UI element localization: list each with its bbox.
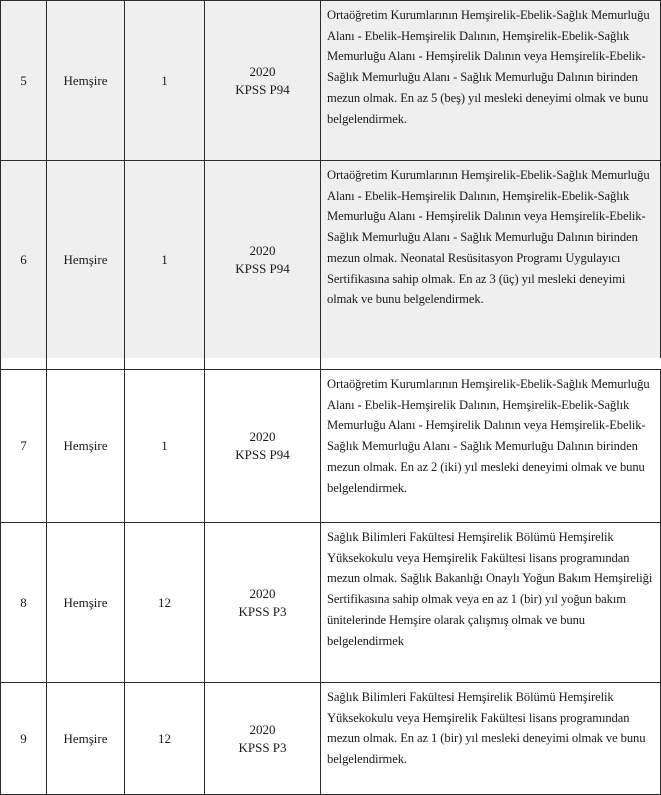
positions-table-bottom bbox=[0, 369, 661, 795]
requirements-text: Ortaöğretim Kurumlarının Hemşirelik-Ebelik-Sağlık Memurluğu Alanı - Ebelik-Hemşirelik Dalının, Hemşirelik-Ebelik-Sağlık Memurluğu Alanı - Hemşirelik Dalının veya Hemşirelik-Ebelik-Sağlık Memurluğu Alanı - Sağlık Memurluğu Dalının birinden mezun olmak. En az 2 (iki) yıl mesleki deneyimi olmak ve bunu belgelendirmek. bbox=[321, 370, 661, 523]
requirements-text: Sağlık Bilimleri Fakültesi Hemşirelik Bölümü Hemşirelik Yüksekokulu veya Hemşirelik Fakültesi lisans programından mezun olmak. En az 1 (bir) yıl mesleki deneyimi olmak ve bunu belgelendirmek. bbox=[321, 683, 661, 795]
table-row bbox=[1, 370, 661, 523]
exam-cell bbox=[205, 523, 321, 683]
table-row bbox=[1, 161, 661, 359]
page-break-gap bbox=[0, 358, 661, 369]
exam-year: 2020 bbox=[249, 242, 276, 258]
exam-type: KPSS P3 bbox=[238, 603, 287, 619]
position-title: Hemşire bbox=[47, 1, 125, 161]
position-title: Hemşire bbox=[47, 523, 125, 683]
position-title: Hemşire bbox=[47, 683, 125, 795]
exam-type: KPSS P3 bbox=[238, 739, 287, 755]
exam-cell bbox=[205, 1, 321, 161]
requirements-text: Ortaöğretim Kurumlarının Hemşirelik-Ebelik-Sağlık Memurluğu Alanı - Ebelik-Hemşirelik Dalının, Hemşirelik-Ebelik-Sağlık Memurluğu Alanı - Hemşirelik Dalının veya Hemşirelik-Ebelik-Sağlık Memurluğu Alanı - Sağlık Memurluğu Dalının birinden mezun olmak. En az 5 (beş) yıl mesleki deneyimi olmak ve bunu belgelendirmek. bbox=[321, 1, 661, 161]
table-row bbox=[1, 523, 661, 683]
exam-type: KPSS P94 bbox=[235, 260, 290, 276]
position-count: 1 bbox=[125, 161, 205, 359]
column-line bbox=[124, 358, 125, 369]
column-line bbox=[0, 358, 1, 369]
column-line bbox=[320, 358, 321, 369]
column-line bbox=[46, 358, 47, 369]
positions-table-top bbox=[0, 0, 661, 359]
exam-year: 2020 bbox=[249, 63, 276, 79]
table-row bbox=[1, 1, 661, 161]
position-title: Hemşire bbox=[47, 370, 125, 523]
exam-year: 2020 bbox=[249, 585, 276, 601]
position-count: 1 bbox=[125, 370, 205, 523]
column-line bbox=[204, 358, 205, 369]
row-number: 9 bbox=[1, 683, 47, 795]
exam-cell bbox=[205, 161, 321, 359]
requirements-text: Sağlık Bilimleri Fakültesi Hemşirelik Bölümü Hemşirelik Yüksekokulu veya Hemşirelik Fakültesi lisans programından mezun olmak. Sağlık Bakanlığı Onaylı Yoğun Bakım Hemşireliği Sertifikasına sahip olmak veya en az 1 (bir) yıl yoğun bakım ünitelerinde Hemşire olarak çalışmış olmak ve bunu belgelendirmek bbox=[321, 523, 661, 683]
position-count: 12 bbox=[125, 523, 205, 683]
position-count: 1 bbox=[125, 1, 205, 161]
exam-cell bbox=[205, 370, 321, 523]
position-count: 12 bbox=[125, 683, 205, 795]
row-number: 6 bbox=[1, 161, 47, 359]
row-number: 8 bbox=[1, 523, 47, 683]
row-number: 7 bbox=[1, 370, 47, 523]
exam-year: 2020 bbox=[249, 721, 276, 737]
table-block-top bbox=[0, 0, 661, 358]
table-row bbox=[1, 683, 661, 795]
row-number: 5 bbox=[1, 1, 47, 161]
exam-type: KPSS P94 bbox=[235, 81, 290, 97]
requirements-text: Ortaöğretim Kurumlarının Hemşirelik-Ebelik-Sağlık Memurluğu Alanı - Ebelik-Hemşirelik Dalının, Hemşirelik-Ebelik-Sağlık Memurluğu Alanı - Hemşirelik Dalının veya Hemşirelik-Ebelik-Sağlık Memurluğu Alanı - Sağlık Memurluğu Dalının birinden mezun olmak. Neonatal Resüsitasyon Programı Uygulayıcı Sertifikasına sahip olmak. En az 3 (üç) yıl mesleki deneyimi olmak ve bunu belgelendirmek. bbox=[321, 161, 661, 359]
position-title: Hemşire bbox=[47, 161, 125, 359]
table-block-bottom bbox=[0, 369, 661, 795]
exam-cell bbox=[205, 683, 321, 795]
exam-type: KPSS P94 bbox=[235, 447, 290, 462]
exam-year: 2020 bbox=[249, 429, 276, 444]
